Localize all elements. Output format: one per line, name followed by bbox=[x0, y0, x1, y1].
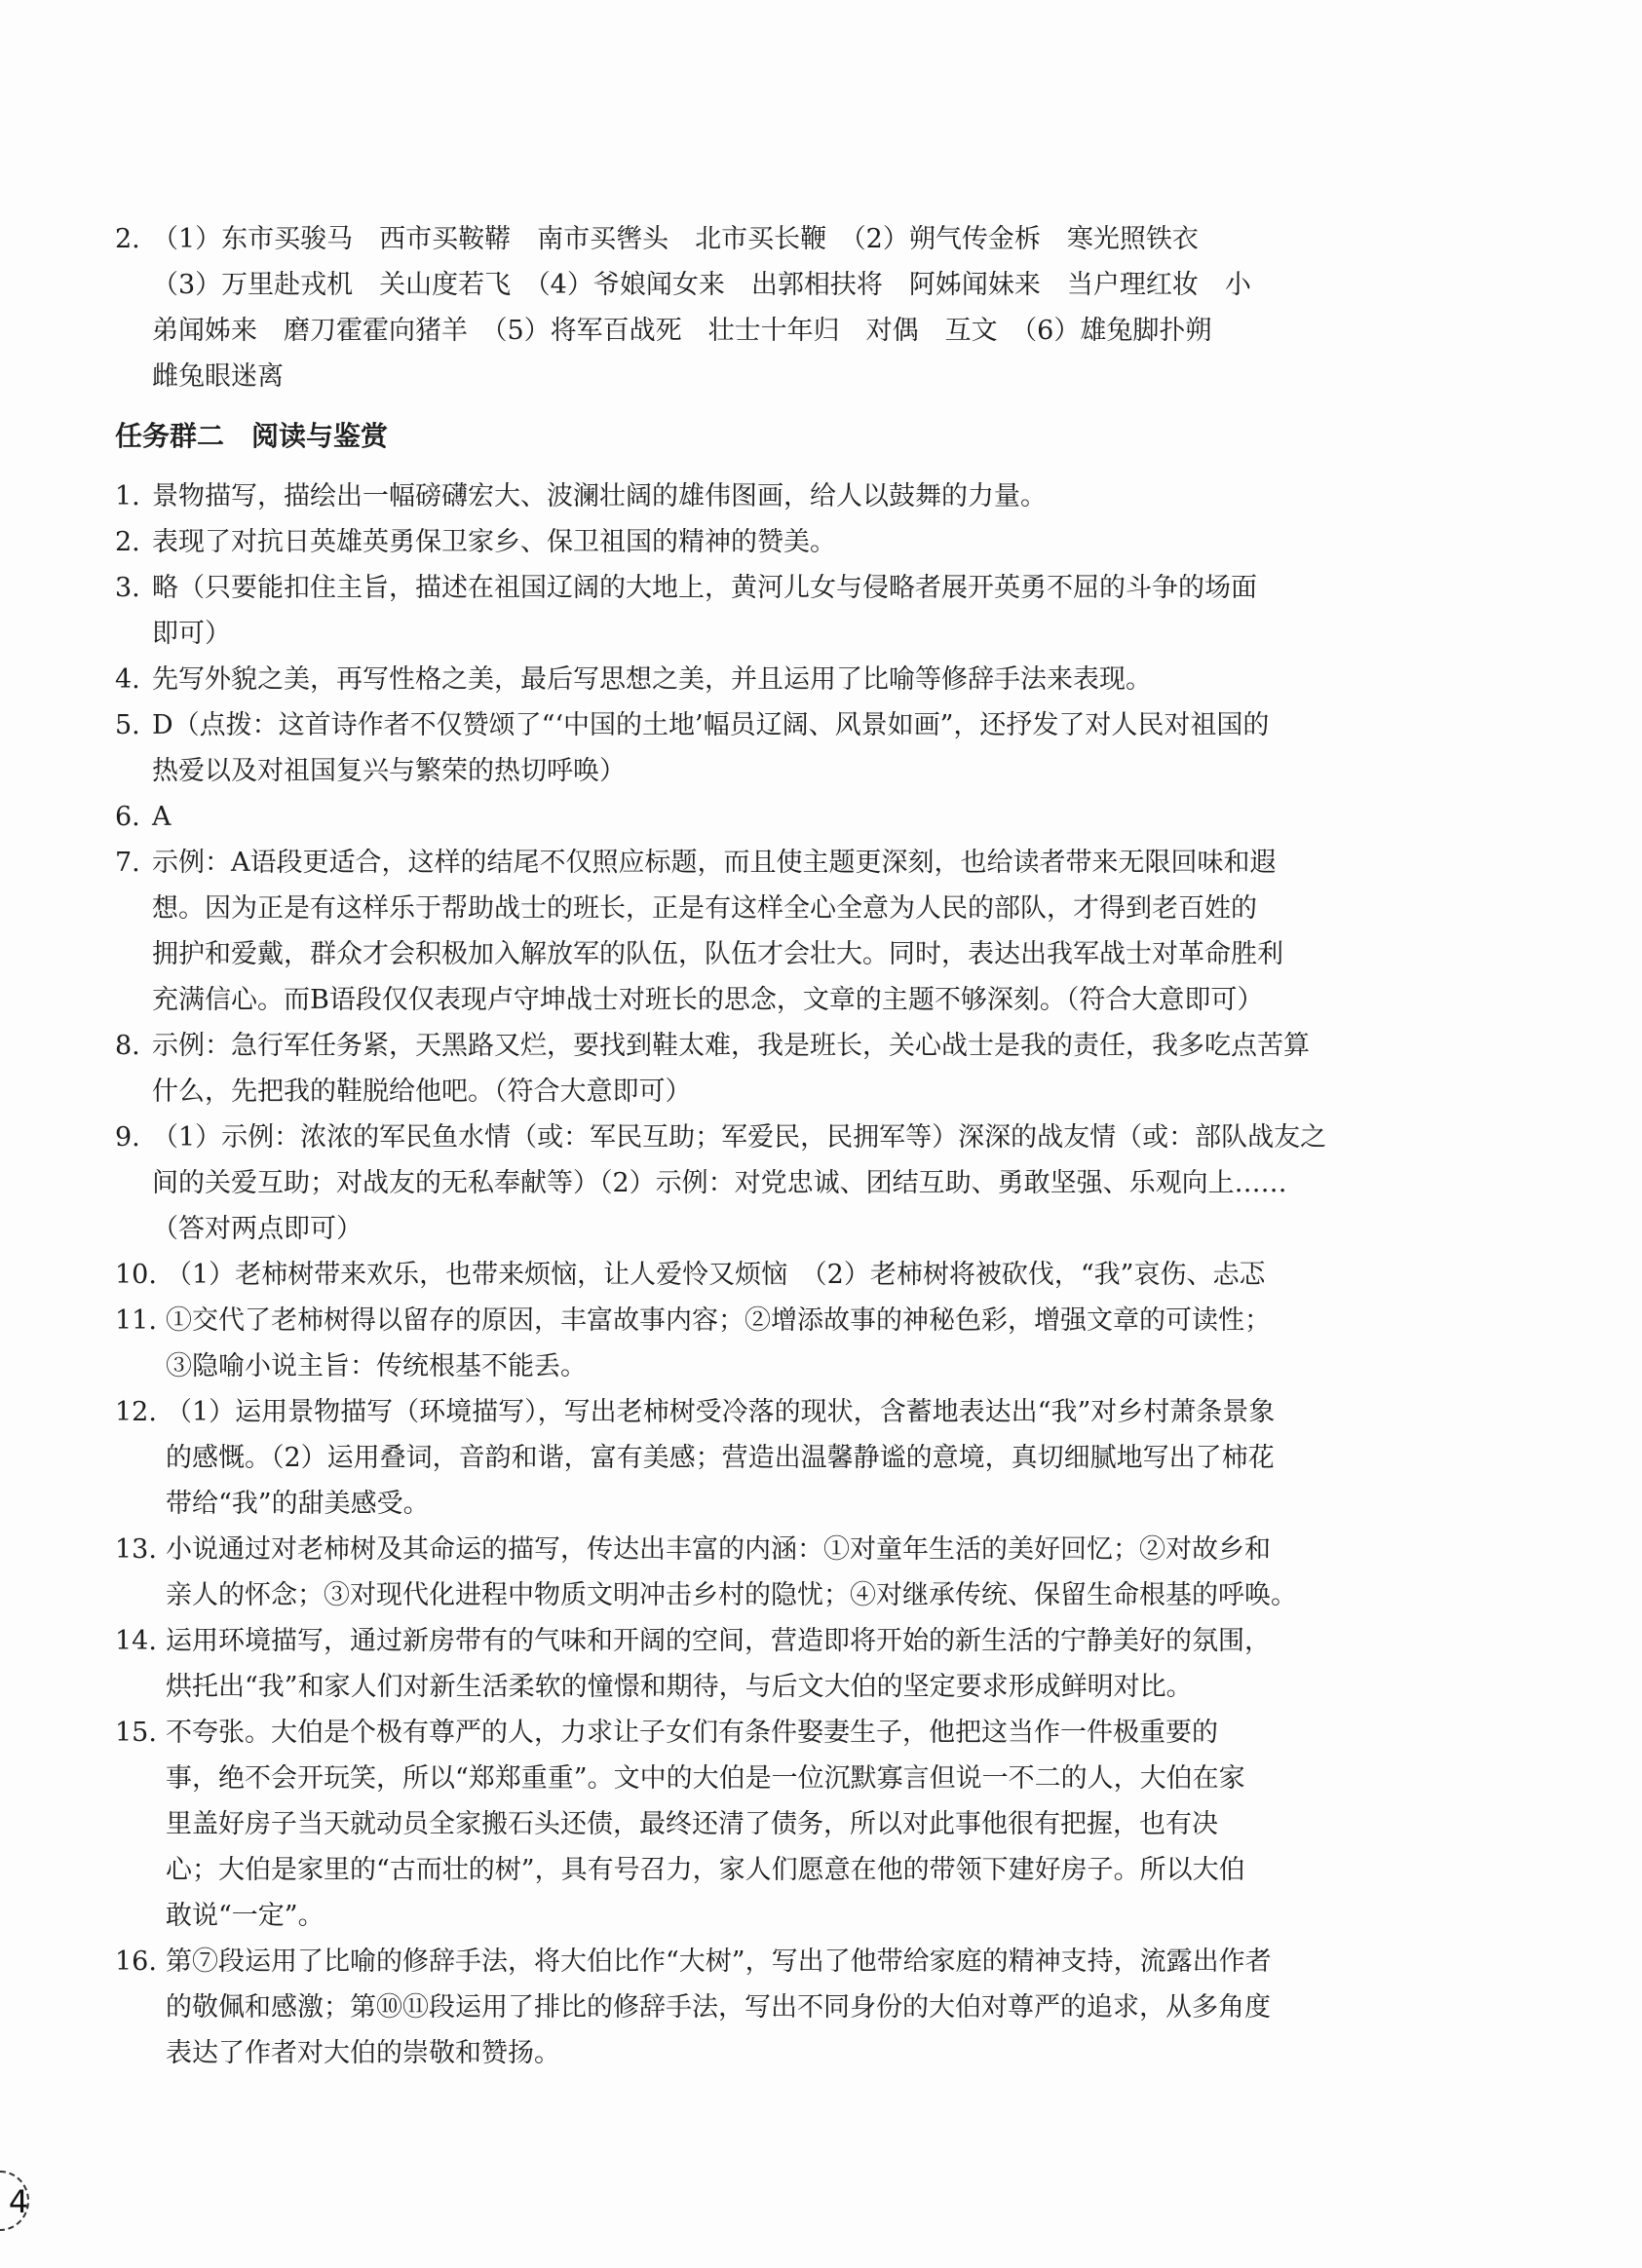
item-line: 间的关爱互助；对战友的无私奉献等）（2）示例：对党忠诚、团结互助、勇敢坚强、乐观向上…… bbox=[152, 1168, 1287, 1198]
item-body bbox=[152, 840, 1392, 1023]
item-line: 烘托出“我”和家人们对新生活柔软的憧憬和期待，与后文大伯的坚定要求形成鲜明对比。 bbox=[166, 1672, 1193, 1702]
item-number: 9. bbox=[115, 1122, 140, 1153]
item-line: 先写外貌之美，再写性格之美，最后写思想之美，并且运用了比喻等修辞手法来表现。 bbox=[152, 664, 1152, 695]
answer-item bbox=[115, 1023, 1392, 1115]
item-body bbox=[166, 1618, 1392, 1710]
item-number: 10. bbox=[115, 1260, 157, 1290]
item-line: 即可） bbox=[152, 619, 231, 649]
item-line: 事，绝不会开玩笑，所以“郑郑重重”。文中的大伯是一位沉默寡言但说一不二的人，大伯在家 bbox=[166, 1763, 1245, 1794]
item-body bbox=[166, 1939, 1392, 2076]
answer-list bbox=[115, 473, 1392, 2076]
item-body bbox=[152, 565, 1392, 657]
item-body bbox=[152, 473, 1392, 519]
answer-item bbox=[115, 657, 1392, 702]
item-line: （答对两点即可） bbox=[152, 1214, 363, 1244]
item-line: 热爱以及对祖国复兴与繁荣的热切呼唤） bbox=[152, 756, 626, 786]
item-line: 略（只要能扣住主旨，描述在祖国辽阔的大地上，黄河儿女与侵略者展开英勇不屈的斗争的场面 bbox=[152, 573, 1257, 603]
item-line: （1）运用景物描写（环境描写），写出老柿树受冷落的现状，含蓄地表达出“我”对乡村萧条景象 bbox=[166, 1397, 1276, 1427]
item-number: 11. bbox=[115, 1305, 157, 1336]
item-line: 雌兔眼迷离 bbox=[152, 361, 284, 392]
item-number: 3. bbox=[115, 573, 140, 603]
item-line: A bbox=[152, 802, 172, 832]
item-line: 景物描写，描绘出一幅磅礴宏大、波澜壮阔的雄伟图画，给人以鼓舞的力量。 bbox=[152, 481, 1047, 511]
answer-item bbox=[115, 1298, 1392, 1389]
item-body bbox=[152, 216, 1392, 399]
item-number: 12. bbox=[115, 1397, 157, 1427]
item-line: 表达了作者对大伯的崇敬和赞扬。 bbox=[166, 2038, 560, 2068]
answer-item bbox=[115, 1939, 1392, 2076]
page-number: 4 bbox=[8, 2183, 29, 2220]
answer-content bbox=[115, 216, 1392, 2076]
item-line: D（点拨：这首诗作者不仅赞颂了“‘中国的土地’幅员辽阔、风景如画”，还抒发了对人民对祖国的 bbox=[152, 710, 1270, 740]
answer-item bbox=[115, 473, 1392, 519]
item-line: 的敬佩和感激；第⑩⑪段运用了排比的修辞手法，写出不同身份的大伯对尊严的追求，从多角度 bbox=[166, 1992, 1271, 2022]
item-number: 8. bbox=[115, 1031, 140, 1061]
item-body bbox=[166, 1298, 1392, 1389]
item-line: 表现了对抗日英雄英勇保卫家乡、保卫祖国的精神的赞美。 bbox=[152, 527, 836, 557]
item-body bbox=[166, 1710, 1392, 1939]
item-line: （1）老柿树带来欢乐，也带来烦恼，让人爱怜又烦恼 （2）老柿树将被砍伐，“我”哀伤、忐忑 bbox=[166, 1260, 1266, 1290]
item-line: 亲人的怀念；③对现代化进程中物质文明冲击乡村的隐忧；④对继承传统、保留生命根基的呼唤。 bbox=[166, 1580, 1297, 1610]
item-number: 7. bbox=[115, 848, 140, 878]
answer-item bbox=[115, 1710, 1392, 1939]
item-line: 敢说“一定”。 bbox=[166, 1901, 325, 1931]
answer-item bbox=[115, 1115, 1392, 1252]
answer-item bbox=[115, 519, 1392, 565]
item-line: 带给“我”的甜美感受。 bbox=[166, 1489, 430, 1519]
item-body bbox=[152, 1023, 1392, 1115]
answer-item bbox=[115, 794, 1392, 840]
item-number: 16. bbox=[115, 1947, 157, 1977]
answer-item-2-part1 bbox=[115, 216, 1392, 399]
item-line: （1）东市买骏马 西市买鞍鞯 南市买辔头 北市买长鞭 （2）朔气传金柝 寒光照铁衣 bbox=[152, 224, 1199, 254]
item-number: 2. bbox=[115, 224, 140, 254]
item-number: 15. bbox=[115, 1718, 157, 1748]
item-number: 2. bbox=[115, 527, 140, 557]
item-body bbox=[166, 1389, 1392, 1527]
item-body bbox=[152, 519, 1392, 565]
item-body bbox=[166, 1252, 1392, 1298]
item-line: 拥护和爱戴，群众才会积极加入解放军的队伍，队伍才会壮大。同时，表达出我军战士对革命胜利 bbox=[152, 939, 1283, 969]
item-body bbox=[152, 1115, 1392, 1252]
item-number: 14. bbox=[115, 1626, 157, 1656]
item-line: 充满信心。而B语段仅仅表现卢守坤战士对班长的思念，文章的主题不够深刻。（符合大意即可） bbox=[152, 985, 1264, 1015]
item-line: 示例：A语段更适合，这样的结尾不仅照应标题，而且使主题更深刻，也给读者带来无限回味和遐 bbox=[152, 848, 1277, 878]
answer-item bbox=[115, 840, 1392, 1023]
item-number: 4. bbox=[115, 664, 140, 695]
item-number: 13. bbox=[115, 1534, 157, 1565]
item-line: （3）万里赴戎机 关山度若飞 （4）爷娘闻女来 出郭相扶将 阿姊闻妹来 当户理红妆 小 bbox=[152, 270, 1251, 300]
answer-item bbox=[115, 1527, 1392, 1618]
answer-item bbox=[115, 702, 1392, 794]
item-line: 小说通过对老柿树及其命运的描写，传达出丰富的内涵：①对童年生活的美好回忆；②对故乡和 bbox=[166, 1534, 1271, 1565]
answer-item bbox=[115, 1389, 1392, 1527]
item-line: （1）示例：浓浓的军民鱼水情（或：军民互助；军爱民，民拥军等）深深的战友情（或：部队战友之 bbox=[152, 1122, 1327, 1153]
item-line: 不夸张。大伯是个极有尊严的人，力求让子女们有条件娶妻生子，他把这当作一件极重要的 bbox=[166, 1718, 1218, 1748]
item-body bbox=[152, 794, 1392, 840]
item-body bbox=[152, 702, 1392, 794]
answer-item bbox=[115, 565, 1392, 657]
item-line: 心；大伯是家里的“古而壮的树”，具有号召力，家人们愿意在他的带领下建好房子。所以大伯 bbox=[166, 1855, 1245, 1885]
item-number: 5. bbox=[115, 710, 140, 740]
item-line: 第⑦段运用了比喻的修辞手法，将大伯比作“大树”，写出了他带给家庭的精神支持，流露出作者 bbox=[166, 1947, 1272, 1977]
item-number: 6. bbox=[115, 802, 140, 832]
item-body bbox=[152, 657, 1392, 702]
item-line: 示例：急行军任务紧，天黑路又烂，要找到鞋太难，我是班长，关心战士是我的责任，我多吃点苦算 bbox=[152, 1031, 1310, 1061]
item-body bbox=[166, 1527, 1392, 1618]
item-line: 里盖好房子当天就动员全家搬石头还债，最终还清了债务，所以对此事他很有把握，也有决 bbox=[166, 1809, 1218, 1839]
item-number: 1. bbox=[115, 481, 140, 511]
item-line: 运用环境描写，通过新房带有的气味和开阔的空间，营造即将开始的新生活的宁静美好的氛围， bbox=[166, 1626, 1271, 1656]
section-title: 任务群二 阅读与鉴赏 bbox=[115, 420, 389, 452]
answer-item bbox=[115, 1252, 1392, 1298]
item-line: 的感慨。（2）运用叠词，音韵和谐，富有美感；营造出温馨静谧的意境，真切细腻地写出了柿花 bbox=[166, 1443, 1275, 1473]
item-line: 什么，先把我的鞋脱给他吧。（符合大意即可） bbox=[152, 1077, 692, 1107]
item-line: 想。因为正是有这样乐于帮助战士的班长，正是有这样全心全意为人民的部队，才得到老百姓的 bbox=[152, 893, 1257, 924]
item-line: ①交代了老柿树得以留存的原因，丰富故事内容；②增添故事的神秘色彩，增强文章的可读性； bbox=[166, 1305, 1271, 1336]
item-line: ③隐喻小说主旨：传统根基不能丢。 bbox=[166, 1351, 587, 1381]
answer-item bbox=[115, 1618, 1392, 1710]
item-line: 弟闻姊来 磨刀霍霍向猪羊 （5）将军百战死 壮士十年归 对偶 互文 （6）雄兔脚扑朔 bbox=[152, 316, 1212, 346]
